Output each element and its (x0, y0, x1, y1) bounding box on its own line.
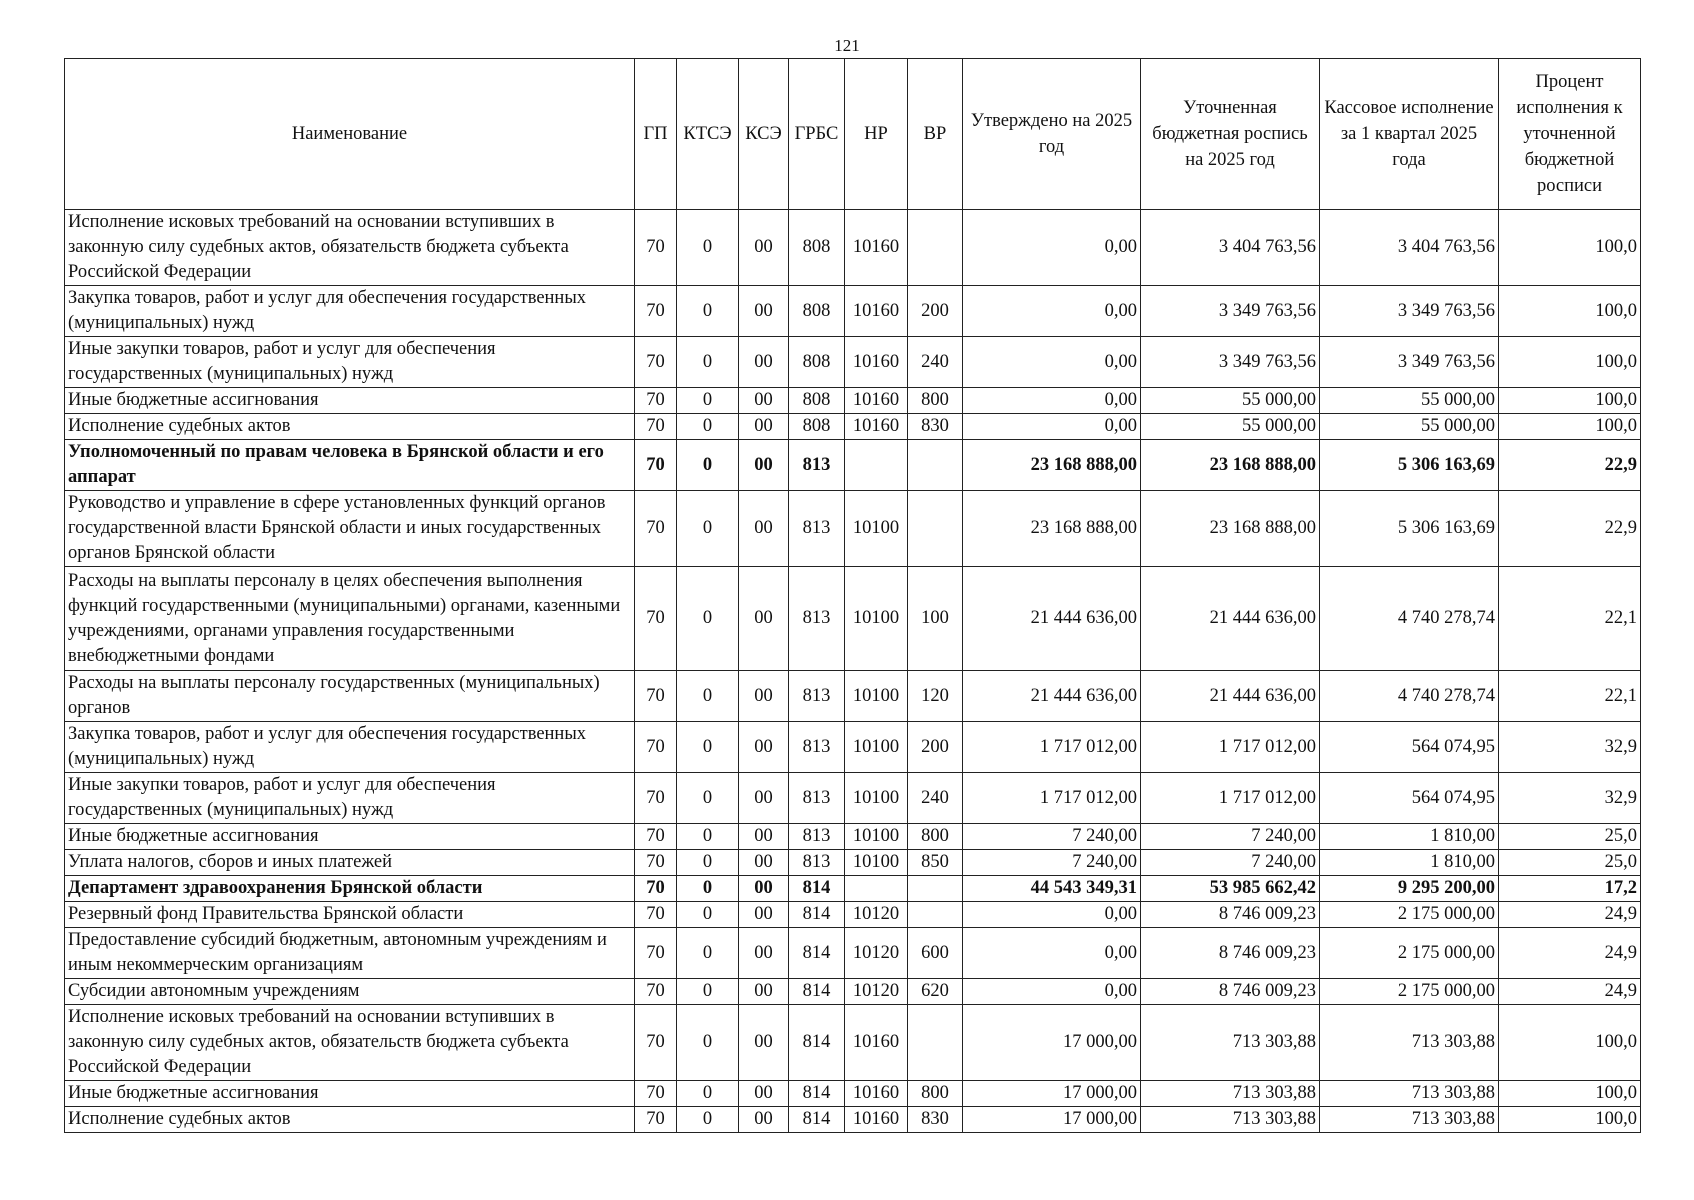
cell-cash: 3 349 763,56 (1320, 286, 1499, 337)
cell-gp: 70 (635, 440, 677, 491)
cell-grbs: 813 (789, 773, 845, 824)
header-cash: Кассовое исполнение за 1 квартал 2025 года (1320, 59, 1499, 210)
cell-refined: 21 444 636,00 (1141, 567, 1320, 671)
table-row (65, 286, 1641, 337)
cell-cash: 713 303,88 (1320, 1081, 1499, 1107)
cell-kse: 00 (739, 876, 789, 902)
cell-kse: 00 (739, 671, 789, 722)
cell-percent: 100,0 (1499, 337, 1641, 388)
budget-table (64, 58, 1641, 1133)
cell-approved: 17 000,00 (963, 1081, 1141, 1107)
cell-name: Закупка товаров, работ и услуг для обеспечения государственных (муниципальных) нужд (65, 286, 635, 337)
cell-refined: 7 240,00 (1141, 850, 1320, 876)
cell-gp: 70 (635, 1005, 677, 1081)
table-row (65, 414, 1641, 440)
cell-name: Иные закупки товаров, работ и услуг для обеспечения государственных (муниципальных) нужд (65, 337, 635, 388)
table-row (65, 337, 1641, 388)
cell-grbs: 814 (789, 876, 845, 902)
cell-percent: 100,0 (1499, 210, 1641, 286)
cell-ktse: 0 (677, 491, 739, 567)
cell-np: 10100 (845, 824, 908, 850)
cell-gp: 70 (635, 567, 677, 671)
cell-kse: 00 (739, 491, 789, 567)
cell-np: 10100 (845, 567, 908, 671)
cell-percent: 100,0 (1499, 1081, 1641, 1107)
cell-name: Иные бюджетные ассигнования (65, 388, 635, 414)
cell-kse: 00 (739, 824, 789, 850)
header-vr: ВР (908, 59, 963, 210)
cell-vr (908, 876, 963, 902)
cell-vr: 800 (908, 388, 963, 414)
cell-grbs: 814 (789, 1005, 845, 1081)
cell-name: Исполнение исковых требований на основании вступивших в законную силу судебных актов, обязательств бюджета субъекта Российской Федерации (65, 210, 635, 286)
cell-percent: 25,0 (1499, 824, 1641, 850)
cell-kse: 00 (739, 1081, 789, 1107)
cell-name: Уплата налогов, сборов и иных платежей (65, 850, 635, 876)
table-row (65, 979, 1641, 1005)
cell-refined: 1 717 012,00 (1141, 722, 1320, 773)
cell-name: Иные бюджетные ассигнования (65, 1081, 635, 1107)
table-row (65, 902, 1641, 928)
cell-approved: 0,00 (963, 286, 1141, 337)
table-row (65, 876, 1641, 902)
header-percent: Процент исполнения к уточненной бюджетной росписи (1499, 59, 1641, 210)
cell-grbs: 808 (789, 388, 845, 414)
cell-cash: 1 810,00 (1320, 850, 1499, 876)
cell-ktse: 0 (677, 824, 739, 850)
cell-grbs: 813 (789, 850, 845, 876)
table-row (65, 928, 1641, 979)
header-refined: Уточненная бюджетная роспись на 2025 год (1141, 59, 1320, 210)
cell-approved: 0,00 (963, 337, 1141, 388)
cell-name: Расходы на выплаты персоналу в целях обеспечения выполнения функций государственными (муниципальными) органами, казенными учреждениями, органами управления государственными внебюджетными фондами (65, 567, 635, 671)
cell-refined: 3 349 763,56 (1141, 337, 1320, 388)
cell-vr: 240 (908, 337, 963, 388)
cell-cash: 4 740 278,74 (1320, 567, 1499, 671)
cell-ktse: 0 (677, 902, 739, 928)
cell-np: 10120 (845, 979, 908, 1005)
cell-cash: 4 740 278,74 (1320, 671, 1499, 722)
cell-percent: 24,9 (1499, 928, 1641, 979)
cell-percent: 17,2 (1499, 876, 1641, 902)
cell-percent: 22,1 (1499, 567, 1641, 671)
cell-vr: 100 (908, 567, 963, 671)
cell-cash: 3 349 763,56 (1320, 337, 1499, 388)
cell-kse: 00 (739, 1005, 789, 1081)
cell-cash: 55 000,00 (1320, 388, 1499, 414)
cell-name: Руководство и управление в сфере установленных функций органов государственной власти Брянской области и иных государственных органов Брянской области (65, 491, 635, 567)
table-row (65, 722, 1641, 773)
cell-name: Иные бюджетные ассигнования (65, 824, 635, 850)
cell-approved: 21 444 636,00 (963, 567, 1141, 671)
cell-refined: 8 746 009,23 (1141, 979, 1320, 1005)
table-row (65, 824, 1641, 850)
cell-gp: 70 (635, 876, 677, 902)
cell-np: 10120 (845, 902, 908, 928)
cell-vr (908, 1005, 963, 1081)
cell-refined: 713 303,88 (1141, 1107, 1320, 1133)
cell-cash: 713 303,88 (1320, 1005, 1499, 1081)
cell-percent: 25,0 (1499, 850, 1641, 876)
cell-percent: 32,9 (1499, 773, 1641, 824)
cell-ktse: 0 (677, 1107, 739, 1133)
table-row (65, 1107, 1641, 1133)
cell-grbs: 814 (789, 979, 845, 1005)
cell-approved: 1 717 012,00 (963, 722, 1141, 773)
cell-refined: 8 746 009,23 (1141, 902, 1320, 928)
cell-percent: 22,1 (1499, 671, 1641, 722)
cell-percent: 100,0 (1499, 1107, 1641, 1133)
cell-kse: 00 (739, 1107, 789, 1133)
cell-ktse: 0 (677, 722, 739, 773)
cell-kse: 00 (739, 337, 789, 388)
cell-ktse: 0 (677, 979, 739, 1005)
cell-grbs: 808 (789, 210, 845, 286)
cell-vr: 200 (908, 722, 963, 773)
cell-percent: 24,9 (1499, 902, 1641, 928)
cell-grbs: 813 (789, 491, 845, 567)
page-number: 121 (834, 36, 860, 55)
header-name: Наименование (65, 59, 635, 210)
cell-np: 10100 (845, 850, 908, 876)
cell-kse: 00 (739, 286, 789, 337)
cell-approved: 1 717 012,00 (963, 773, 1141, 824)
cell-gp: 70 (635, 491, 677, 567)
cell-name: Закупка товаров, работ и услуг для обеспечения государственных (муниципальных) нужд (65, 722, 635, 773)
cell-ktse: 0 (677, 876, 739, 902)
cell-approved: 23 168 888,00 (963, 491, 1141, 567)
cell-vr (908, 210, 963, 286)
cell-refined: 55 000,00 (1141, 388, 1320, 414)
cell-kse: 00 (739, 979, 789, 1005)
cell-np: 10160 (845, 337, 908, 388)
cell-approved: 0,00 (963, 902, 1141, 928)
cell-name: Расходы на выплаты персоналу государственных (муниципальных) органов (65, 671, 635, 722)
cell-vr: 240 (908, 773, 963, 824)
cell-cash: 2 175 000,00 (1320, 928, 1499, 979)
cell-np: 10160 (845, 388, 908, 414)
table-row (65, 671, 1641, 722)
table-row (65, 567, 1641, 671)
cell-gp: 70 (635, 850, 677, 876)
cell-kse: 00 (739, 722, 789, 773)
cell-np: 10120 (845, 928, 908, 979)
cell-vr: 850 (908, 850, 963, 876)
cell-gp: 70 (635, 1107, 677, 1133)
cell-name: Уполномоченный по правам человека в Брянской области и его аппарат (65, 440, 635, 491)
table-row (65, 1081, 1641, 1107)
cell-np: 10160 (845, 1005, 908, 1081)
cell-vr: 120 (908, 671, 963, 722)
cell-refined: 713 303,88 (1141, 1081, 1320, 1107)
cell-vr: 800 (908, 1081, 963, 1107)
cell-gp: 70 (635, 671, 677, 722)
cell-np: 10100 (845, 491, 908, 567)
cell-vr (908, 902, 963, 928)
cell-cash: 564 074,95 (1320, 722, 1499, 773)
cell-np: 10100 (845, 671, 908, 722)
table-row (65, 850, 1641, 876)
table-row (65, 440, 1641, 491)
cell-vr: 830 (908, 1107, 963, 1133)
cell-kse: 00 (739, 928, 789, 979)
cell-gp: 70 (635, 773, 677, 824)
cell-refined: 23 168 888,00 (1141, 491, 1320, 567)
cell-grbs: 813 (789, 824, 845, 850)
table-row (65, 491, 1641, 567)
cell-refined: 23 168 888,00 (1141, 440, 1320, 491)
cell-np: 10160 (845, 414, 908, 440)
cell-grbs: 814 (789, 902, 845, 928)
cell-gp: 70 (635, 824, 677, 850)
cell-approved: 7 240,00 (963, 850, 1141, 876)
table-row (65, 210, 1641, 286)
cell-cash: 5 306 163,69 (1320, 440, 1499, 491)
cell-refined: 8 746 009,23 (1141, 928, 1320, 979)
cell-refined: 3 349 763,56 (1141, 286, 1320, 337)
cell-percent: 24,9 (1499, 979, 1641, 1005)
cell-kse: 00 (739, 440, 789, 491)
cell-np (845, 876, 908, 902)
cell-cash: 2 175 000,00 (1320, 902, 1499, 928)
cell-refined: 3 404 763,56 (1141, 210, 1320, 286)
cell-ktse: 0 (677, 773, 739, 824)
cell-name: Иные закупки товаров, работ и услуг для обеспечения государственных (муниципальных) нужд (65, 773, 635, 824)
cell-name: Исполнение судебных актов (65, 1107, 635, 1133)
cell-kse: 00 (739, 414, 789, 440)
cell-cash: 5 306 163,69 (1320, 491, 1499, 567)
cell-grbs: 813 (789, 440, 845, 491)
cell-approved: 21 444 636,00 (963, 671, 1141, 722)
table-row (65, 388, 1641, 414)
cell-np: 10160 (845, 1081, 908, 1107)
cell-vr (908, 440, 963, 491)
cell-ktse: 0 (677, 1081, 739, 1107)
cell-grbs: 814 (789, 1081, 845, 1107)
header-gp: ГП (635, 59, 677, 210)
cell-percent: 100,0 (1499, 388, 1641, 414)
cell-kse: 00 (739, 388, 789, 414)
cell-np: 10160 (845, 210, 908, 286)
cell-vr: 830 (908, 414, 963, 440)
cell-ktse: 0 (677, 928, 739, 979)
cell-approved: 0,00 (963, 928, 1141, 979)
cell-ktse: 0 (677, 440, 739, 491)
cell-percent: 100,0 (1499, 1005, 1641, 1081)
cell-name: Предоставление субсидий бюджетным, автономным учреждениям и иным некоммерческим организациям (65, 928, 635, 979)
cell-np: 10100 (845, 773, 908, 824)
cell-grbs: 808 (789, 286, 845, 337)
cell-cash: 9 295 200,00 (1320, 876, 1499, 902)
cell-np (845, 440, 908, 491)
cell-percent: 22,9 (1499, 440, 1641, 491)
cell-gp: 70 (635, 286, 677, 337)
cell-ktse: 0 (677, 388, 739, 414)
cell-refined: 1 717 012,00 (1141, 773, 1320, 824)
cell-approved: 0,00 (963, 979, 1141, 1005)
cell-ktse: 0 (677, 286, 739, 337)
cell-vr: 620 (908, 979, 963, 1005)
cell-kse: 00 (739, 850, 789, 876)
cell-cash: 564 074,95 (1320, 773, 1499, 824)
header-approved: Утверждено на 2025 год (963, 59, 1141, 210)
cell-grbs: 813 (789, 671, 845, 722)
cell-percent: 22,9 (1499, 491, 1641, 567)
cell-percent: 100,0 (1499, 286, 1641, 337)
cell-approved: 17 000,00 (963, 1005, 1141, 1081)
cell-ktse: 0 (677, 850, 739, 876)
cell-kse: 00 (739, 773, 789, 824)
cell-cash: 1 810,00 (1320, 824, 1499, 850)
cell-refined: 53 985 662,42 (1141, 876, 1320, 902)
cell-gp: 70 (635, 928, 677, 979)
cell-gp: 70 (635, 414, 677, 440)
cell-grbs: 814 (789, 928, 845, 979)
cell-name: Резервный фонд Правительства Брянской области (65, 902, 635, 928)
cell-name: Исполнение судебных актов (65, 414, 635, 440)
table-row (65, 1005, 1641, 1081)
header-grbs: ГРБС (789, 59, 845, 210)
cell-kse: 00 (739, 567, 789, 671)
cell-grbs: 813 (789, 722, 845, 773)
cell-np: 10100 (845, 722, 908, 773)
cell-refined: 55 000,00 (1141, 414, 1320, 440)
cell-refined: 713 303,88 (1141, 1005, 1320, 1081)
cell-name: Субсидии автономным учреждениям (65, 979, 635, 1005)
cell-gp: 70 (635, 722, 677, 773)
cell-refined: 21 444 636,00 (1141, 671, 1320, 722)
cell-percent: 32,9 (1499, 722, 1641, 773)
cell-ktse: 0 (677, 567, 739, 671)
cell-approved: 7 240,00 (963, 824, 1141, 850)
cell-name: Департамент здравоохранения Брянской области (65, 876, 635, 902)
cell-gp: 70 (635, 337, 677, 388)
cell-np: 10160 (845, 1107, 908, 1133)
cell-approved: 17 000,00 (963, 1107, 1141, 1133)
cell-gp: 70 (635, 1081, 677, 1107)
cell-ktse: 0 (677, 337, 739, 388)
cell-approved: 23 168 888,00 (963, 440, 1141, 491)
cell-cash: 713 303,88 (1320, 1107, 1499, 1133)
cell-ktse: 0 (677, 1005, 739, 1081)
cell-name: Исполнение исковых требований на основании вступивших в законную силу судебных актов, обязательств бюджета субъекта Российской Федерации (65, 1005, 635, 1081)
cell-vr: 800 (908, 824, 963, 850)
header-row (65, 59, 1641, 210)
cell-kse: 00 (739, 902, 789, 928)
cell-ktse: 0 (677, 671, 739, 722)
cell-gp: 70 (635, 979, 677, 1005)
table-row (65, 773, 1641, 824)
header-ktse: КТСЭ (677, 59, 739, 210)
cell-grbs: 814 (789, 1107, 845, 1133)
cell-percent: 100,0 (1499, 414, 1641, 440)
cell-approved: 44 543 349,31 (963, 876, 1141, 902)
cell-approved: 0,00 (963, 210, 1141, 286)
header-kse: КСЭ (739, 59, 789, 210)
cell-vr: 600 (908, 928, 963, 979)
cell-grbs: 813 (789, 567, 845, 671)
cell-refined: 7 240,00 (1141, 824, 1320, 850)
cell-ktse: 0 (677, 414, 739, 440)
cell-gp: 70 (635, 902, 677, 928)
cell-np: 10160 (845, 286, 908, 337)
cell-cash: 55 000,00 (1320, 414, 1499, 440)
cell-gp: 70 (635, 210, 677, 286)
cell-grbs: 808 (789, 337, 845, 388)
cell-vr (908, 491, 963, 567)
cell-grbs: 808 (789, 414, 845, 440)
cell-gp: 70 (635, 388, 677, 414)
cell-approved: 0,00 (963, 414, 1141, 440)
table-body (65, 210, 1641, 1133)
cell-kse: 00 (739, 210, 789, 286)
cell-cash: 2 175 000,00 (1320, 979, 1499, 1005)
cell-vr: 200 (908, 286, 963, 337)
cell-cash: 3 404 763,56 (1320, 210, 1499, 286)
header-np: НР (845, 59, 908, 210)
cell-approved: 0,00 (963, 388, 1141, 414)
cell-ktse: 0 (677, 210, 739, 286)
